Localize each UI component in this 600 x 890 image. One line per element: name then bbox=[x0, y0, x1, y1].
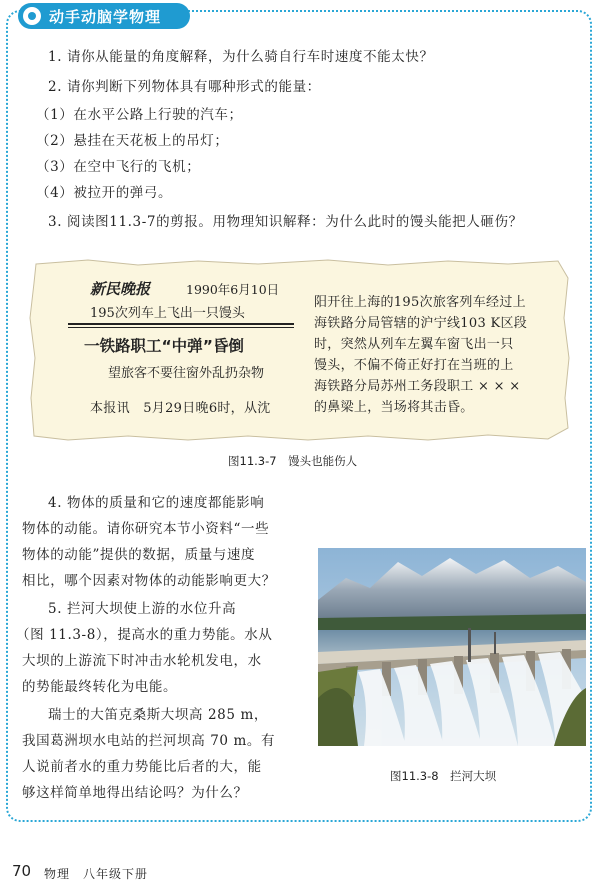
newspaper-body-line: 阳开往上海的195次旅客列车经过上 bbox=[314, 295, 526, 310]
question-5: 5. 拦河大坝使上游的水位升高 bbox=[48, 601, 237, 617]
question-2-item-1: （1）在水平公路上行驶的汽车； bbox=[36, 107, 243, 123]
newspaper-body-line: 馒头，不偏不倚正好打在当班的上 bbox=[314, 358, 514, 373]
question-5-line: 我国葛洲坝水电站的拦河坝高 70 m。有 bbox=[22, 733, 276, 749]
question-5-paragraph: 瑞士的大笛克桑斯大坝高 285 m， bbox=[48, 707, 268, 723]
question-5-line: 大坝的上游流下时冲击水轮机发电，水 bbox=[22, 653, 262, 669]
book-title: 物理 八年级下册 bbox=[44, 867, 149, 881]
question-2-item-2: （2）悬挂在天花板上的吊灯； bbox=[36, 133, 229, 149]
newspaper-headline: 一铁路职工“中弹”昏倒 bbox=[84, 337, 244, 355]
dam-photo bbox=[318, 548, 586, 746]
newspaper-body-line: 海铁路分局管辖的沪宁线103 K区段 bbox=[314, 316, 528, 331]
newspaper-dateline: 本报讯 5月29日晚6时，从沈 bbox=[90, 401, 271, 416]
question-1: 1. 请你从能量的角度解释，为什么骑自行车时速度不能太快？ bbox=[48, 49, 434, 65]
target-icon bbox=[23, 7, 41, 25]
question-3: 3. 阅读图11.3-7的剪报。用物理知识解释：为什么此时的馒头能把人砸伤？ bbox=[48, 214, 523, 230]
figure-7-caption: 图11.3-7 馒头也能伤人 bbox=[228, 454, 358, 468]
question-5-line: 的势能最终转化为电能。 bbox=[22, 679, 178, 695]
question-2: 2. 请你判断下列物体具有哪种形式的能量： bbox=[48, 79, 321, 95]
question-2-item-4: （4）被拉开的弹弓。 bbox=[36, 185, 173, 201]
newspaper-subheadline: 195次列车上飞出一只馒头 bbox=[90, 306, 245, 321]
question-5-line: （图 11.3-8），提高水的重力势能。水从 bbox=[16, 627, 273, 643]
newspaper-body-line: 时，突然从列车左翼车窗飞出一只 bbox=[314, 337, 514, 352]
question-4: 4. 物体的质量和它的速度都能影响 bbox=[48, 495, 265, 511]
newspaper-clipping bbox=[28, 258, 572, 442]
question-2-item-3: （3）在空中飞行的飞机； bbox=[36, 159, 201, 175]
newspaper-date: 1990年6月10日 bbox=[186, 282, 280, 297]
question-5-line: 够这样简单地得出结论吗？为什么？ bbox=[22, 785, 248, 801]
figure-8-caption: 图11.3-8 拦河大坝 bbox=[390, 769, 497, 783]
section-title: 动手动脑学物理 bbox=[49, 7, 162, 26]
headline-rule-top bbox=[68, 323, 294, 325]
question-4-line: 相比，哪个因素对物体的动能影响更大？ bbox=[22, 573, 276, 589]
question-4-line: 物体的动能”提供的数据，质量与速度 bbox=[22, 547, 256, 563]
headline-rule-top-thin bbox=[68, 327, 294, 328]
question-5-line: 人说前者水的重力势能比后者的大，能 bbox=[22, 759, 262, 775]
page-number: 70 bbox=[12, 862, 32, 880]
newspaper-body-line: 海铁路分局苏州工务段职工 × × × bbox=[314, 379, 521, 394]
question-4-line: 物体的动能。请你研究本节小资料“一些 bbox=[22, 521, 270, 537]
newspaper-name: 新民晚报 bbox=[90, 280, 151, 298]
newspaper-deck: 望旅客不要往窗外乱扔杂物 bbox=[108, 366, 265, 381]
newspaper-body-line: 的鼻梁上，当场将其击昏。 bbox=[314, 400, 474, 415]
section-header bbox=[18, 3, 190, 29]
